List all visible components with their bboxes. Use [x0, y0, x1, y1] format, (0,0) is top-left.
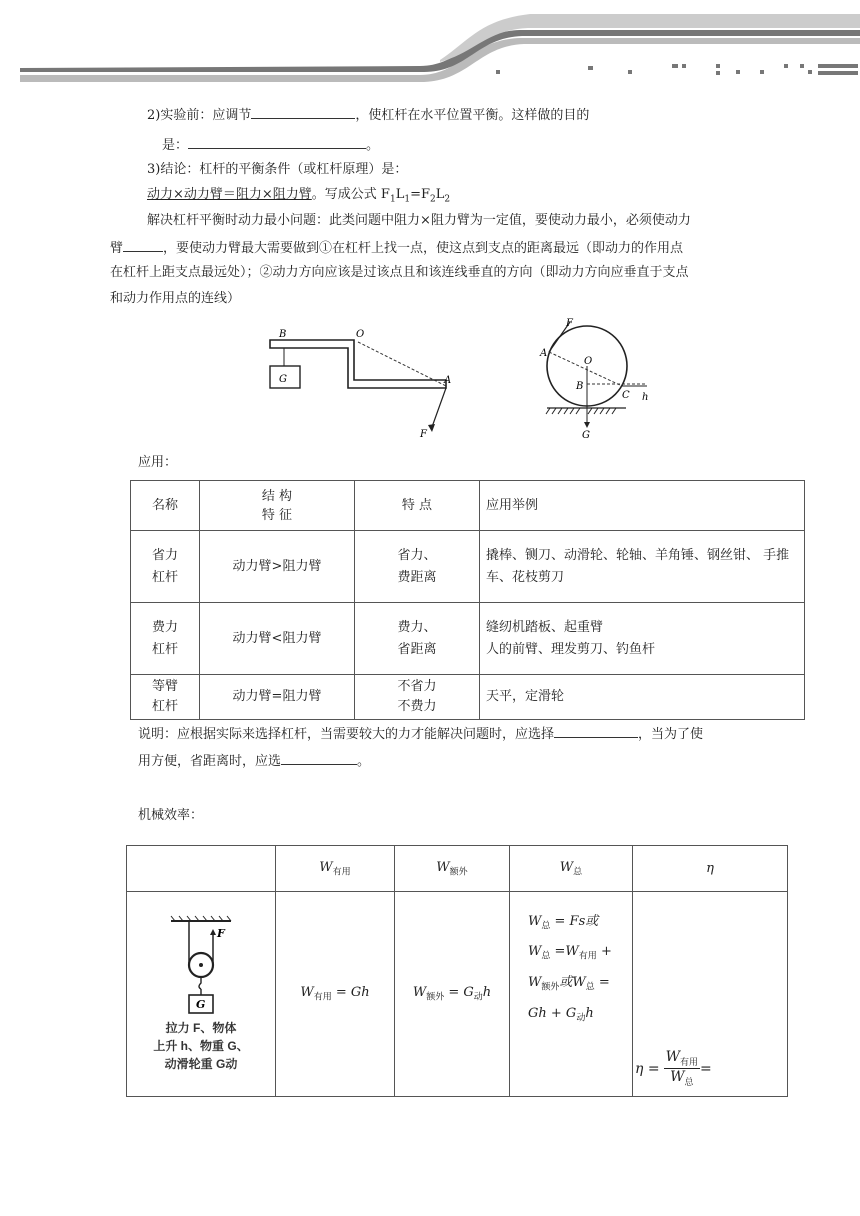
header-decoration: [0, 0, 860, 90]
text-l2b: 。: [366, 138, 380, 153]
text-l4b: 。写成公式 F: [311, 187, 390, 202]
cell-example: 撬棒、铡刀、动滑轮、轮轴、羊角锤、钢丝钳、 手推车、花枝剪刀: [480, 531, 805, 603]
total-eq: =: [598, 975, 610, 990]
cell-name: 等臂 杠杆: [131, 675, 200, 720]
total-line-4: [528, 1001, 631, 1032]
th-struct: 结 构 特 征: [200, 481, 355, 531]
text-note-c: 用方便，省距离时，应选: [138, 754, 282, 769]
line-3: [147, 160, 407, 180]
total-val-2: =W: [554, 944, 579, 960]
total-sub-3: 额外: [541, 982, 560, 993]
label-B2: B: [576, 381, 584, 392]
text-note-a: 说明：应根据实际来选择杠杆，当需要较大的力才能解决问题时，应选择: [138, 727, 555, 742]
cell-feat: 费力、 省距离: [355, 603, 480, 675]
line-4: 动力×动力臂＝阻力×阻力臂。写成公式 $F_1L_1=F_2L_2$: [147, 187, 451, 205]
text-note-b: ，当为了使: [638, 727, 704, 742]
eta-num: W: [665, 1049, 680, 1066]
th-feat: 特 点: [355, 481, 480, 531]
text-l3: 3)结论：杠杆的平衡条件（或杠杆原理）是：: [147, 162, 408, 177]
table-row: [131, 603, 805, 675]
figure-wheel: [532, 314, 662, 444]
text-p2b: ，要使动力臂最大需要做到①在杠杆上找一点，使这点到支点的距离最远（即动力的作用点: [163, 241, 684, 256]
cell-w-extra-h: h: [482, 985, 492, 1001]
total-val-3b: 或W: [559, 975, 586, 990]
para-1: [147, 211, 691, 231]
blank-purpose: [188, 134, 366, 149]
th-useful-sub: 有用: [332, 867, 351, 878]
note-line-1: [138, 723, 703, 745]
text-eff-label: 机械效率：: [138, 808, 204, 823]
total-val-4b: h: [585, 1005, 594, 1021]
eta-den-sub: 总: [684, 1078, 694, 1088]
text-l1a: 2)实验前：应调节: [147, 108, 252, 123]
cell-w-extra-sub: 额外: [426, 992, 445, 1003]
th-useful: [276, 846, 395, 892]
text-p3: 在杠杆上距支点最远处）；②动力方向应该是过该点且和该连线垂直的方向（即动力方向应垂直于支点: [110, 265, 689, 280]
th-total-sub: 总: [573, 867, 583, 878]
label-B: B: [279, 329, 287, 340]
para-2: [110, 237, 683, 259]
blank-select: [554, 723, 638, 738]
total-line-2: $W_总 =W_{有用}$ +: [528, 944, 612, 962]
label-C2: C: [622, 390, 630, 401]
cell-struct: 动力臂<阻力臂: [200, 603, 355, 675]
cell-w-useful: $W_{有用} = Gh$: [276, 892, 395, 1097]
total-sub-2b: 有用: [578, 952, 597, 962]
label-F: F: [420, 429, 427, 440]
text-l4a: 动力×动力臂＝阻力×阻力臂: [147, 187, 312, 202]
cell-w-total: [510, 892, 633, 1097]
table-row: [131, 531, 805, 603]
th-total-w: W: [559, 859, 574, 875]
label-O: O: [356, 329, 365, 340]
note-line-2: [138, 750, 370, 772]
eta-formula: [635, 1049, 787, 1088]
cell-example: 缝纫机踏板、起重臂 人的前臂、理发剪刀、钓鱼杆: [480, 603, 805, 675]
th-useful-w: W: [319, 859, 333, 875]
total-val-1: = Fs或: [554, 913, 599, 929]
label-A2: A: [540, 348, 548, 359]
eta-num-sub: 有用: [679, 1058, 698, 1069]
th-extra: [395, 846, 510, 892]
text-app-label: 应用：: [138, 455, 178, 470]
total-val-3a: W: [528, 975, 542, 990]
total-sub-4: 动: [576, 1013, 586, 1024]
text-p2a: 臂: [110, 241, 124, 256]
blank-arm: [123, 237, 163, 252]
cell-name: 省力 杠杆: [131, 531, 200, 603]
th-extra-sub: 额外: [449, 867, 468, 878]
text-p1: 解决杠杆平衡时动力最小问题：此类问题中阻力×阻力臂为一定值，要使动力最小，必须使动力: [147, 213, 691, 228]
cell-name: 费力 杠杆: [131, 603, 200, 675]
text-p4: 和动力作用点的连线）: [110, 291, 241, 306]
label-h: h: [642, 392, 649, 403]
pulley-label-F: F: [217, 927, 225, 940]
eta-symbol: η =: [635, 1060, 660, 1077]
th-blank: [127, 846, 276, 892]
cell-eta: [633, 892, 788, 1097]
table-row: [131, 675, 805, 720]
blank-select-2: [281, 750, 357, 765]
label-A: A: [444, 375, 452, 386]
para-4: [110, 289, 240, 309]
efficiency-table: [126, 845, 788, 1097]
text-l4d: =F: [410, 187, 430, 202]
th-name: 名称: [131, 481, 200, 531]
total-line-3: [528, 970, 631, 1001]
th-example: 应用举例: [480, 481, 805, 531]
cell-w-extra-sub2: 动: [473, 992, 483, 1003]
text-l4c: L: [395, 187, 405, 202]
eff-label: [138, 806, 203, 826]
cell-example: 天平，定滑轮: [480, 675, 805, 720]
total-sub-1: 总: [541, 921, 551, 932]
app-label: [138, 453, 177, 473]
text-l4e: L: [435, 187, 445, 202]
cell-struct: 动力臂>阻力臂: [200, 531, 355, 603]
label-G2: G: [582, 430, 590, 441]
label-G: G: [279, 374, 287, 385]
pulley-cell: [127, 892, 276, 1097]
cell-w-extra: $W_{额外} = G_动h$: [395, 892, 510, 1097]
para-3: [110, 263, 689, 283]
cell-feat: 不省力 不费力: [355, 675, 480, 720]
total-sub-2: 总: [541, 952, 551, 962]
pulley-label-G: G: [196, 998, 206, 1011]
cell-struct: 动力臂=阻力臂: [200, 675, 355, 720]
line-2: [162, 134, 379, 156]
label-F2: F: [566, 318, 573, 329]
text-note-d: 。: [357, 754, 371, 769]
text-l1b: ，使杠杆在水平位置平衡。这样做的目的: [355, 108, 590, 123]
cell-w-extra-val: = G: [448, 985, 474, 1001]
label-O2: O: [584, 356, 593, 367]
pulley-figure: [151, 915, 251, 1015]
total-sub-3b: 总: [585, 982, 595, 993]
eta-eq: =: [699, 1060, 712, 1077]
blank-adjust: [251, 104, 355, 119]
eta-den: W: [670, 1069, 685, 1086]
lever-table: [130, 480, 805, 720]
cell-feat: 省力、 费距离: [355, 531, 480, 603]
text-l2a: 是：: [162, 138, 189, 153]
total-val-4a: Gh + G: [528, 1005, 577, 1021]
cell-w-useful-sub: 有用: [313, 992, 332, 1003]
line-1: [147, 104, 589, 126]
total-line-1: $W_总 = Fs$或: [528, 913, 599, 932]
th-eta: η: [633, 846, 788, 892]
pulley-caption: 拉力 F、物体 上升 h、物重 G、 动滑轮重 G动: [153, 1021, 249, 1071]
figure-lever-1: [262, 322, 462, 442]
th-total: [510, 846, 633, 892]
total-plus: +: [600, 944, 612, 960]
eta-fraction: [664, 1049, 700, 1088]
cell-w-useful-val: = Gh: [335, 985, 370, 1001]
th-extra-w: W: [436, 859, 450, 875]
